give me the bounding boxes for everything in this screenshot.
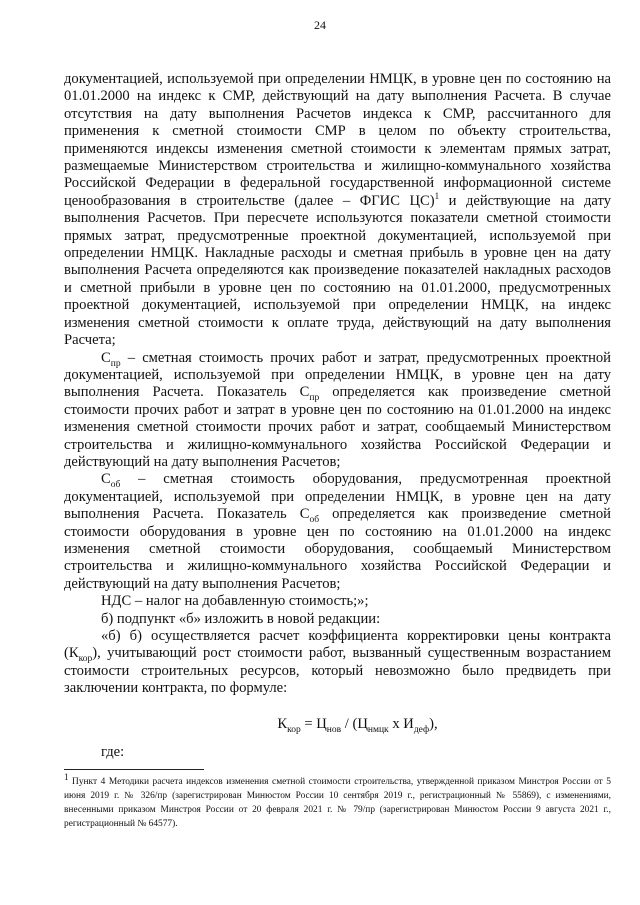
paragraph-text: определяется как произведение сметной стоимости оборудования в уровне цен по состоянию на 01.01.2000 на индекс изменения сметной стоимости оборудования, сообщаемый Министерством строительства и жилищно-коммунального хозяйства Российской Федерации и действующий на дату выполнения Расчетов; — [64, 506, 611, 592]
paragraph-text: документацией, используемой при определении НМЦК, в уровне цен по состоянию на 01.01.2000 на индекс к СМР, действующий на дату выполнения Расчета. В случае отсутствия на дату выполнения Расчетов индекса к СМР, рассчитанного для применения к сметной стоимости СМР в целом по объекту строительства, применяются индексы изменения сметной стоимости к элементам прямых затрат, размещаемые Министерством строительства и жилищно-коммунального хозяйства Российской Федерации в федеральной государственной информационной системе ценообразования в строительстве (далее – ФГИС ЦС) — [64, 71, 611, 209]
formula-symbol: / (Ц — [341, 715, 368, 732]
footnote-mark: 1 — [64, 771, 69, 782]
paragraph-subclause-b: б) подпункт «б» изложить в новой редакции: — [101, 610, 381, 627]
body-text — [64, 71, 611, 761]
formula-subscript: нов — [326, 724, 342, 735]
symbol-subscript: кор — [78, 654, 93, 665]
symbol: С — [101, 471, 111, 488]
paragraph-text: – сметная стоимость прочих работ и затрат, предусмотренных проектной документацией, используемой при определении НМЦК, в уровне цен на дату выполнения Расчета. Показатель С — [64, 349, 611, 401]
paragraph-where: где: — [101, 744, 125, 761]
paragraph-equipment — [64, 471, 611, 593]
symbol-subscript: пр — [309, 393, 320, 404]
symbol-subscript: об — [309, 515, 320, 526]
paragraph-text: «б) б) осуществляется расчет коэффициента корректировки цены контракта (К — [64, 628, 611, 662]
symbol-subscript: об — [110, 480, 121, 491]
formula — [104, 716, 611, 733]
footnote-1 — [64, 771, 611, 831]
formula-symbol: = Ц — [300, 715, 327, 732]
paragraph-correction-coefficient — [64, 628, 611, 698]
paragraph-text: определяется как произведение сметной стоимости прочих работ и затрат в уровне цен по состоянию на 01.01.2000 на индекс изменения сметной стоимости прочих работ и затрат, сообщаемый Министерством строительства и жилищно-коммунального хозяйства Российской Федерации и действующий на дату выполнения Расчетов; — [64, 384, 611, 470]
symbol: С — [101, 349, 111, 366]
formula-subscript: деф — [413, 724, 430, 735]
paragraph-text: и действующие на дату выполнения Расчетов. При пересчете используются показатели сметной стоимости прямых затрат, предусмотренные проектной документацией, используемой при определении НМЦК. Накладные расходы и сметная прибыль в уровне цен на дату выполнения Расчета определяются как произведение показателей накладных расходов и сметной прибыли в уровне цен по состоянию на 01.01.2000, предусмотренных проектной документацией, используемой при определении НМЦК, на индекс изменения сметной стоимости к оплате труда, действующий на дату выполнения Расчета; — [64, 192, 611, 349]
formula-subscript: кор — [287, 724, 301, 735]
page-number: 24 — [314, 18, 326, 32]
paragraph-other-works — [64, 350, 611, 472]
paragraph-vat: НДС – налог на добавленную стоимость;»; — [101, 593, 369, 610]
footnotes — [64, 771, 611, 831]
paragraph-text: ), учитывающий рост стоимости работ, вызванный существенным возрастанием стоимости строительных ресурсов, который невозможно было предвидеть при заключении контракта, по формуле: — [64, 645, 611, 697]
footnote-reference: 1 — [434, 190, 440, 201]
paragraph-text: – сметная стоимость оборудования, предусмотренная проектной документацией, используемой при определении НМЦК, в уровне цен на дату выполнения Расчета. Показатель С — [64, 471, 611, 523]
paragraph-smr-indexes — [64, 71, 611, 350]
symbol-subscript: пр — [110, 358, 121, 369]
footnote-divider — [64, 769, 204, 770]
formula-subscript: нмцк — [367, 724, 389, 735]
formula-symbol: ), — [429, 715, 438, 732]
footnote-text: Пункт 4 Методики расчета индексов изменения сметной стоимости строительства, утвержденной приказом Минстроя России от 5 июня 2019 г. № 326/пр (зарегистрирован Минюстом России 10 сентября 2019 г., регистрационный № 55869), с изменениями, внесенными приказом Минстроя России от 20 февраля 2021 г. № 79/пр (зарегистрирован Минюстом России 9 августа 2021 г., регистрационный № 64577). — [64, 777, 611, 829]
formula-symbol: К — [277, 715, 288, 732]
formula-symbol: х И — [388, 715, 414, 732]
